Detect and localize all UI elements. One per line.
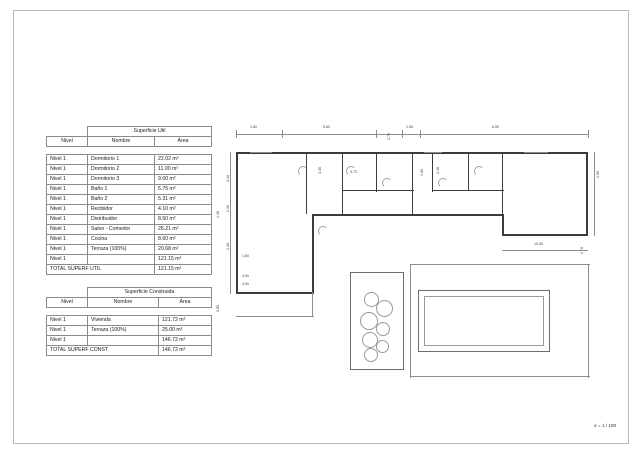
dim-inner-5: 4.00 — [242, 274, 249, 278]
header-area: Área — [155, 137, 212, 147]
wall-partition-4 — [376, 190, 414, 191]
cell-area: 8.60 m² — [155, 235, 212, 245]
door-arc-icon — [318, 226, 328, 236]
table-total-row — [47, 346, 212, 356]
wall-partition-9 — [468, 152, 469, 190]
wall-interior-mid — [312, 214, 504, 216]
subtotal-blank — [88, 336, 159, 346]
subtotal-area: 121.15 m² — [155, 255, 212, 265]
terrace-left-right — [312, 292, 313, 316]
wall-partition-6 — [432, 152, 433, 192]
dim-inner-3: 1.60 — [420, 169, 424, 176]
table-title: Superficie Util — [88, 127, 212, 137]
table-subtotal-row — [47, 255, 212, 265]
cell-nivel: Nivel 1 — [47, 326, 88, 336]
table-spacer-row — [47, 147, 212, 155]
cell-nombre: Recibidor — [88, 205, 155, 215]
cell-nivel: Nivel 1 — [47, 316, 88, 326]
subtotal-nivel: Nivel 1 — [47, 255, 88, 265]
wall-interior-wing-right — [312, 214, 314, 294]
table-row — [47, 195, 212, 205]
cell-nivel: Nivel 1 — [47, 165, 88, 175]
wall-step-vertical — [502, 214, 504, 236]
cell-area: 121.72 m² — [159, 316, 212, 326]
dim-left-6: 4.00 — [242, 282, 249, 286]
cell-area: 20.68 m² — [155, 245, 212, 255]
terrace-left-bottom — [236, 316, 314, 317]
dim-tick — [420, 130, 421, 138]
wall-partition-2 — [342, 152, 343, 214]
cell-area: 4.10 m² — [155, 205, 212, 215]
dim-inner-2: 3.73 — [350, 170, 357, 174]
dim-line-right — [594, 152, 595, 236]
table-row — [47, 185, 212, 195]
terrace-edge-bottom — [410, 376, 590, 377]
cell-nivel: Nivel 1 — [47, 185, 88, 195]
dim-left-7: 3.50 — [216, 305, 220, 312]
dim-tick — [236, 130, 237, 138]
wall-exterior-right — [586, 152, 588, 236]
plant-icon — [376, 340, 389, 353]
door-arc-icon — [438, 178, 448, 188]
total-label: TOTAL SUPERF CONST — [47, 346, 159, 356]
wall-partition-7 — [342, 190, 378, 191]
cell-nombre: Terraza (100%) — [88, 326, 159, 336]
window-opening — [524, 152, 548, 153]
table-title: Superficie Construida — [88, 288, 212, 298]
dim-right-1: 4.00 — [596, 171, 600, 178]
header-nombre: Nombre — [88, 298, 159, 308]
plant-icon — [364, 348, 378, 362]
dim-top-2: 5.60 — [323, 125, 330, 129]
scale-label: e = 1 / 100 — [594, 423, 616, 428]
table-total-row — [47, 265, 212, 275]
dim-inner-4: 2.40 — [436, 167, 440, 174]
cell-area: 5.75 m² — [155, 185, 212, 195]
wall-exterior-bottom-left — [236, 292, 314, 294]
table-row — [47, 326, 212, 336]
header-nivel: Nivel — [47, 137, 88, 147]
total-label: TOTAL SUPERF UTIL — [47, 265, 155, 275]
wall-exterior-bottom-right — [502, 234, 588, 236]
door-arc-icon — [382, 178, 392, 188]
dim-top-5: 6.50 — [492, 125, 499, 129]
dim-right-2: 10.00 — [534, 242, 543, 246]
cell-area: 11.00 m² — [155, 165, 212, 175]
door-arc-icon — [298, 166, 308, 176]
plant-icon — [376, 322, 390, 336]
cell-area: 8.50 m² — [155, 215, 212, 225]
dim-left-5: 1.60 — [242, 254, 249, 258]
cell-area: 22.02 m² — [155, 155, 212, 165]
cell-nombre: Dormitorio 3 — [88, 175, 155, 185]
subtotal-blank — [88, 255, 155, 265]
total-value: 121.15 m² — [155, 265, 212, 275]
cell-nivel: Nivel 1 — [47, 175, 88, 185]
dim-left-3: 4.15 — [216, 211, 220, 218]
table-header-row — [47, 137, 212, 147]
cell-nombre: Vivienda — [88, 316, 159, 326]
table-row — [47, 165, 212, 175]
total-value: 146.72 m² — [159, 346, 212, 356]
dim-tick — [402, 130, 403, 138]
dim-left-2: 2.30 — [226, 205, 230, 212]
cell-nombre: Baño 1 — [88, 185, 155, 195]
table-superficie-construida — [46, 287, 212, 356]
cell-nombre: Salon - Comedor — [88, 225, 155, 235]
table-row — [47, 235, 212, 245]
table-row — [47, 175, 212, 185]
terrace-edge-top — [410, 264, 590, 265]
cell-nivel: Nivel 1 — [47, 155, 88, 165]
table-title-row — [47, 127, 212, 137]
window-opening — [424, 152, 442, 153]
cell-nombre: Dormitorio 2 — [88, 165, 155, 175]
cell-nombre: Cocina — [88, 235, 155, 245]
cell-area: 26.21 m² — [155, 225, 212, 235]
wall-partition-5 — [412, 152, 413, 214]
window-opening — [250, 152, 272, 153]
dim-inner-1: 3.30 — [318, 167, 322, 174]
wall-exterior-left — [236, 152, 238, 294]
dim-line-top — [236, 134, 588, 135]
table-header-row — [47, 298, 212, 308]
header-nivel: Nivel — [47, 298, 88, 308]
wall-partition-3 — [376, 152, 377, 192]
dim-tick — [376, 130, 377, 138]
dim-line-left — [230, 152, 231, 294]
table-row — [47, 245, 212, 255]
cell-nombre: Dormitorio 1 — [88, 155, 155, 165]
table-subtotal-row — [47, 336, 212, 346]
table-spacer-row — [47, 308, 212, 316]
table-row — [47, 225, 212, 235]
cell-nombre: Distribuidor — [88, 215, 155, 225]
header-area: Área — [159, 298, 212, 308]
dim-top-3: 1.70 — [387, 133, 391, 140]
cell-nivel: Nivel 1 — [47, 235, 88, 245]
table-row — [47, 155, 212, 165]
table-row — [47, 215, 212, 225]
wall-partition-10 — [502, 152, 503, 214]
cell-nombre: Terraza (100%) — [88, 245, 155, 255]
dim-left-1: 3.10 — [226, 175, 230, 182]
subtotal-nivel: Nivel 1 — [47, 336, 88, 346]
floor-plan — [216, 125, 604, 416]
cell-area: 5.31 m² — [155, 195, 212, 205]
dim-top-1: 1.60 — [250, 125, 257, 129]
wall-partition-8 — [432, 190, 504, 191]
dim-top-4: 1.05 — [406, 125, 413, 129]
table-title-row — [47, 288, 212, 298]
door-arc-icon — [474, 166, 484, 176]
table-row — [47, 205, 212, 215]
terrace-edge-left — [410, 264, 411, 378]
dim-left-4: 2.30 — [226, 243, 230, 250]
cell-nivel: Nivel 1 — [47, 215, 88, 225]
cell-nivel: Nivel 1 — [47, 205, 88, 215]
dim-tick — [282, 130, 283, 138]
cell-area: 25.00 m² — [159, 326, 212, 336]
table-row — [47, 316, 212, 326]
cell-nivel: Nivel 1 — [47, 195, 88, 205]
header-nombre: Nombre — [88, 137, 155, 147]
cell-area: 9.00 m² — [155, 175, 212, 185]
table-superficie-util — [46, 126, 212, 275]
cell-nombre: Baño 2 — [88, 195, 155, 205]
terrace-edge-right — [588, 264, 589, 378]
plant-icon — [376, 300, 393, 317]
wall-partition-1 — [306, 152, 307, 214]
cell-nivel: Nivel 1 — [47, 225, 88, 235]
subtotal-area: 146.72 m² — [159, 336, 212, 346]
dim-line-bottom-right — [502, 250, 588, 251]
swimming-pool-inner — [424, 296, 544, 346]
cell-nivel: Nivel 1 — [47, 245, 88, 255]
dim-tick — [588, 130, 589, 138]
